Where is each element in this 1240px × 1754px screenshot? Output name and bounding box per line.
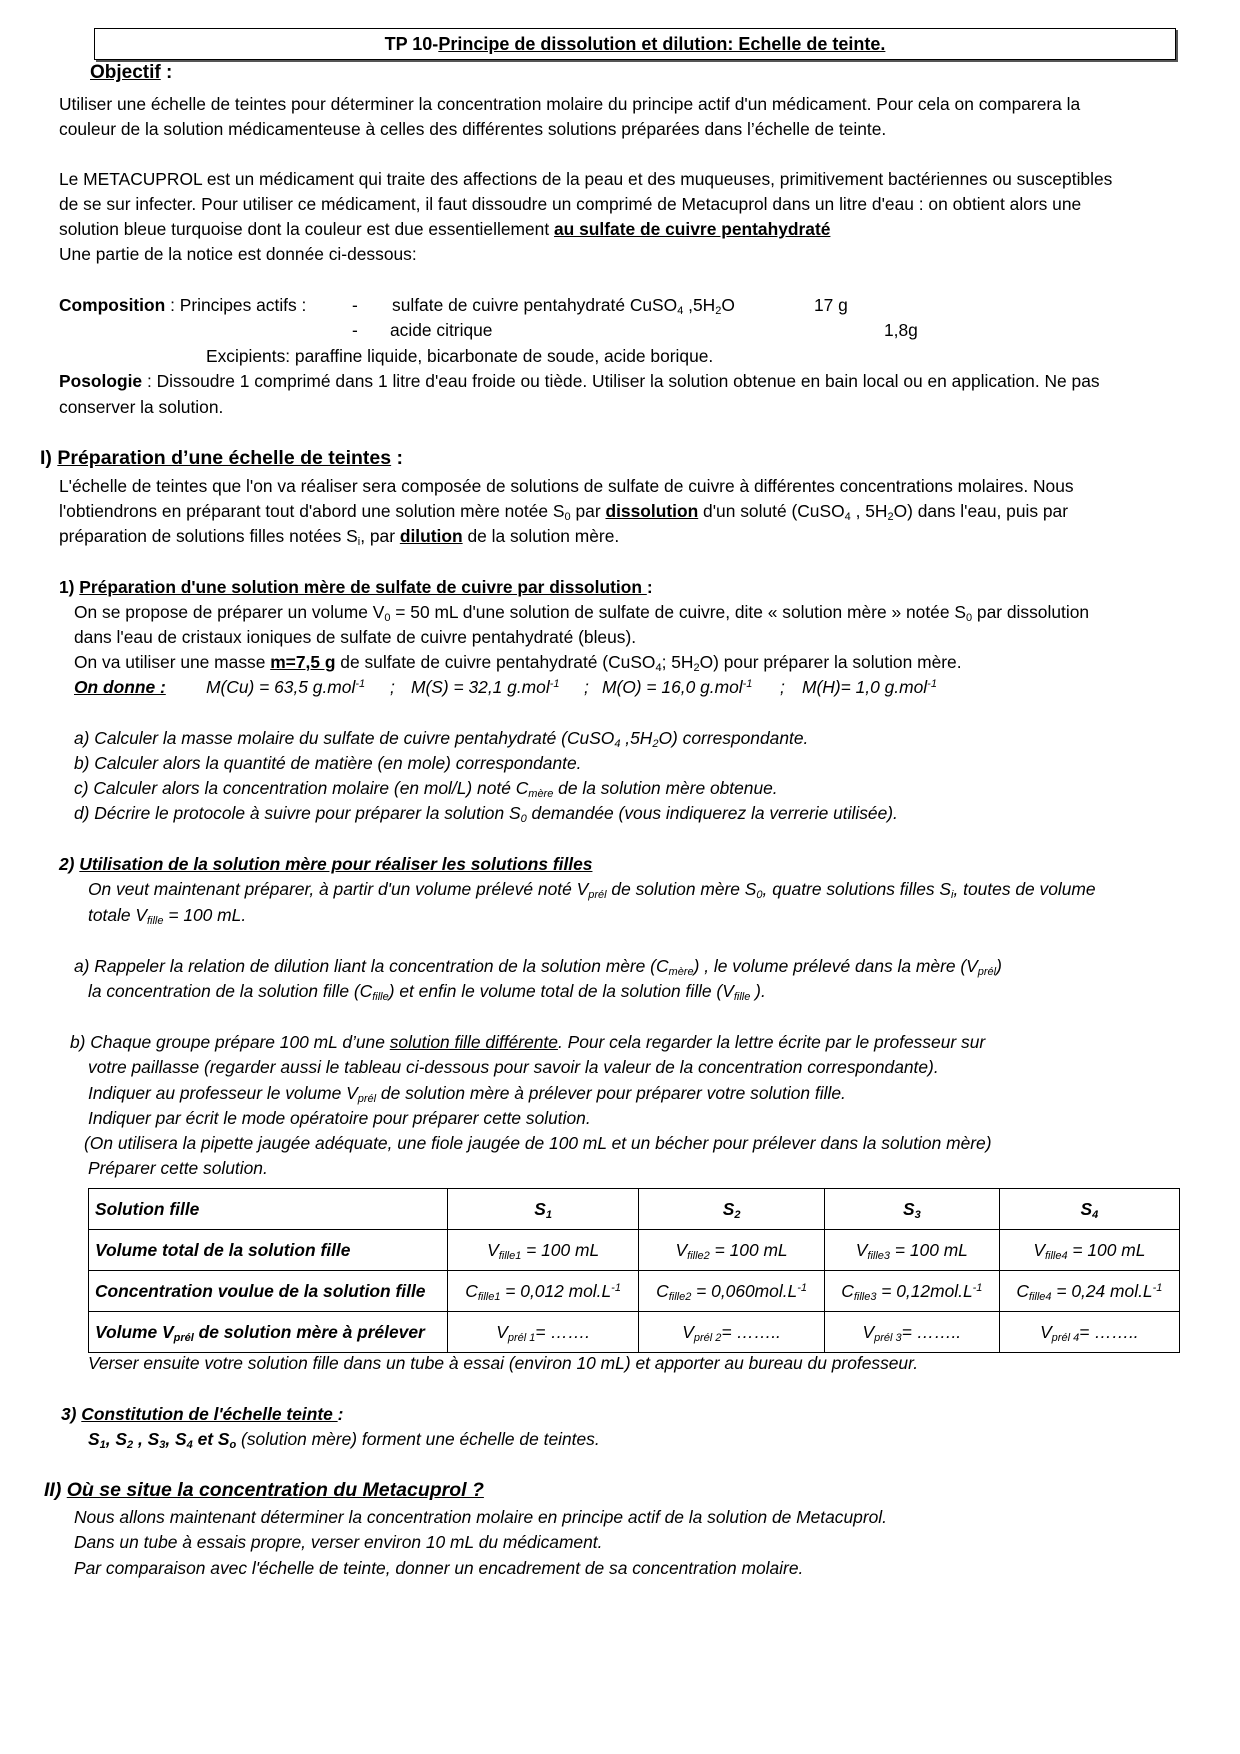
part-2-heading bbox=[59, 853, 592, 875]
item1-sub: 4 bbox=[677, 305, 684, 317]
section-1-line-1: L'échelle de teintes que l'on va réaliser sera composée de solutions de sulfate de cuivre à différentes concentrations molaires. Nous bbox=[59, 476, 1074, 496]
cell-sub: prél 4 bbox=[1051, 1331, 1080, 1344]
table-cell bbox=[448, 1271, 639, 1312]
q1d-a: d) Décrire le protocole à suivre pour préparer la solution S bbox=[74, 803, 521, 823]
scale-solutions bbox=[88, 1429, 236, 1449]
s1l3-sub: i bbox=[357, 536, 361, 548]
part-3-num: 3) bbox=[61, 1404, 82, 1424]
q2b3-b: de solution mère à prélever pour préparer votre solution fille. bbox=[376, 1083, 846, 1103]
section-2-heading bbox=[44, 1479, 484, 1501]
s1l2-c: d'un soluté (CuSO bbox=[698, 501, 845, 521]
q2a2-b: ) et enfin le volume total de la solution fille (V bbox=[388, 981, 734, 1001]
mass-m-s bbox=[411, 676, 559, 698]
cell-sub: fille3 bbox=[867, 1249, 891, 1262]
table-cell bbox=[999, 1312, 1179, 1353]
sep-3: ; bbox=[780, 677, 785, 697]
col-s3-n: 3 bbox=[914, 1208, 921, 1221]
objectif-heading bbox=[90, 62, 172, 84]
title-text: Principe de dissolution et dilution: Echelle de teinte. bbox=[438, 34, 886, 54]
cell-a: V bbox=[487, 1239, 499, 1260]
table-cell bbox=[639, 1271, 825, 1312]
section-1-colon: : bbox=[391, 447, 404, 469]
objectif-colon: : bbox=[160, 62, 173, 83]
table-cell bbox=[824, 1271, 999, 1312]
cell-sub: fille2 bbox=[687, 1249, 710, 1262]
q1d-b: demandée (vous indiquerez la verrerie utilisée). bbox=[526, 803, 898, 823]
table-cell bbox=[999, 1271, 1179, 1312]
col-s2-s: S bbox=[722, 1198, 735, 1219]
q2a2-sub: fille bbox=[372, 991, 389, 1003]
composition-rest: : Principes actifs : bbox=[165, 295, 307, 315]
cell-a: C bbox=[1016, 1280, 1029, 1301]
p2l1-c: , quatre solutions filles S bbox=[762, 879, 952, 899]
s1l3-c: de la solution mère. bbox=[462, 526, 620, 546]
q2a1-sub: mère bbox=[668, 966, 694, 978]
posologie-line-2: conserver la solution. bbox=[59, 397, 224, 417]
part-1-line-3 bbox=[74, 651, 962, 673]
p2l1-d: , toutes de volume bbox=[953, 879, 1096, 899]
p3-s: , S bbox=[105, 1429, 127, 1449]
table-cell bbox=[448, 1312, 639, 1353]
p2l1-sub3: i bbox=[951, 889, 954, 901]
cell-sub: fille3 bbox=[853, 1290, 877, 1303]
question-2a-line-2 bbox=[88, 980, 766, 1002]
section-1-heading bbox=[40, 447, 403, 469]
composition-dash-1: - bbox=[352, 295, 358, 315]
posologie-line-1 bbox=[59, 370, 1100, 392]
cell-a: C bbox=[656, 1280, 669, 1301]
intro-line-2: de se sur infecter. Pour utiliser ce médicament, il faut dissoudre un comprimé de Metacuprol dans un litre d'eau : on obtient alors une bbox=[59, 194, 1082, 214]
part-1-line-1 bbox=[74, 601, 1089, 623]
section-1-line-2 bbox=[59, 500, 1068, 522]
cell-b: = 0,012 mol.L bbox=[500, 1280, 612, 1301]
question-2b-line-4: Indiquer par écrit le mode opératoire pour préparer cette solution. bbox=[88, 1108, 591, 1128]
table-cell bbox=[824, 1230, 999, 1271]
item1-name: sulfate de cuivre pentahydraté CuSO bbox=[392, 295, 678, 315]
part-2-line-2 bbox=[88, 904, 246, 926]
on-donne-line bbox=[74, 676, 166, 698]
cell-sup: -1 bbox=[797, 1281, 807, 1294]
section-1-title: Préparation d’une échelle de teintes bbox=[57, 447, 392, 469]
intro-line-4: Une partie de la notice est donnée ci-dessous: bbox=[59, 244, 417, 264]
part-2-line-1 bbox=[88, 878, 1096, 900]
cell-sup: -1 bbox=[1152, 1281, 1163, 1294]
question-1a bbox=[74, 727, 808, 749]
cell-b: = 0,24 mol.L bbox=[1051, 1280, 1153, 1301]
composition-mass-2: 1,8g bbox=[884, 320, 918, 340]
row-volume-label: Volume total de la solution fille bbox=[89, 1230, 448, 1271]
m-o-exp: -1 bbox=[742, 678, 753, 690]
s1l2-b: par bbox=[570, 501, 606, 521]
section-2-num: II) bbox=[44, 1479, 67, 1501]
cell-b: = 0,12mol.L bbox=[876, 1280, 973, 1301]
question-1d bbox=[74, 802, 898, 824]
p2l2-b: = 100 mL. bbox=[163, 905, 247, 925]
cell-a: C bbox=[465, 1280, 478, 1301]
mass-value: m=7,5 g bbox=[270, 652, 336, 672]
section-2-line-3: Par comparaison avec l'échelle de teinte, donner un encadrement de sa concentration molaire. bbox=[74, 1558, 804, 1578]
p3-s: , S bbox=[165, 1429, 187, 1449]
s1l2-sub: 0 bbox=[564, 511, 571, 523]
dilution-term: dilution bbox=[399, 526, 463, 546]
table-cell bbox=[824, 1312, 999, 1353]
q2a2-sub2: fille bbox=[733, 991, 751, 1003]
r3-a: Volume V bbox=[95, 1321, 174, 1342]
cell-b: = …….. bbox=[1079, 1321, 1139, 1342]
objectif-line-1: Utiliser une échelle de teintes pour déterminer la concentration molaire du principe actif d'un médicament. Pour cela on comparera la bbox=[59, 94, 1081, 114]
p2l2-a: totale V bbox=[88, 905, 147, 925]
p3-n: 3 bbox=[159, 1439, 166, 1451]
table-cell bbox=[999, 1230, 1179, 1271]
table-row bbox=[89, 1230, 1180, 1271]
cell-a: V bbox=[682, 1321, 694, 1342]
sep-1: ; bbox=[390, 677, 395, 697]
intro-line-1: Le METACUPROL est un médicament qui traite des affections de la peau et des muqueuses, primitivement bactériennes ou susceptibles bbox=[59, 169, 1113, 189]
p3-n: o bbox=[229, 1439, 237, 1451]
item1-sub2: 2 bbox=[715, 305, 722, 317]
p1l3-d: O) pour préparer la solution mère. bbox=[699, 652, 962, 672]
p1l3-c: ; 5H bbox=[661, 652, 694, 672]
cell-sub: fille4 bbox=[1028, 1290, 1052, 1303]
p3-s: et S bbox=[192, 1429, 230, 1449]
cell-a: C bbox=[841, 1280, 854, 1301]
q2a1-c: ) bbox=[996, 956, 1002, 976]
part-2-num: 2) bbox=[59, 854, 80, 874]
table-cell bbox=[639, 1230, 825, 1271]
p1l3-b: de sulfate de cuivre pentahydraté (CuSO bbox=[335, 652, 656, 672]
title-box bbox=[94, 28, 1176, 60]
s1l3-b: , par bbox=[360, 526, 400, 546]
m-s-exp: -1 bbox=[549, 678, 560, 690]
part-1-title: Préparation d'une solution mère de sulfate de cuivre par dissolution bbox=[79, 577, 647, 597]
q1c-a: c) Calculer alors la concentration molaire (en mol/L) noté C bbox=[74, 778, 529, 798]
cell-sub: fille1 bbox=[477, 1290, 501, 1303]
part-1-line-2: dans l'eau de cristaux ioniques de sulfate de cuivre pentahydraté (bleus). bbox=[74, 627, 637, 647]
question-2b-line-1 bbox=[70, 1031, 985, 1053]
p1l1-c: par dissolution bbox=[972, 602, 1090, 622]
p2l1-a: On veut maintenant préparer, à partir d'un volume prélevé noté V bbox=[88, 879, 589, 899]
table-col-s4 bbox=[999, 1189, 1179, 1230]
item1-end: O bbox=[721, 295, 735, 315]
objectif-line-2: couleur de la solution médicamenteuse à celles des différentes solutions préparées dans l’échelle de teinte. bbox=[59, 119, 887, 139]
mass-m-h bbox=[802, 676, 937, 698]
cell-b: = 0,060mol.L bbox=[691, 1280, 798, 1301]
table-col-s3 bbox=[824, 1189, 999, 1230]
question-1c bbox=[74, 777, 778, 799]
p3-n: 4 bbox=[186, 1439, 193, 1451]
s1l2-e: O) dans l'eau, puis par bbox=[893, 501, 1069, 521]
question-2b-line-2: votre paillasse (regarder aussi le tableau ci-dessous pour savoir la valeur de la concentration correspondante). bbox=[88, 1057, 939, 1077]
sep-2: ; bbox=[584, 677, 589, 697]
col-s1-n: 1 bbox=[545, 1208, 552, 1221]
cell-sup: -1 bbox=[611, 1281, 621, 1294]
p1l1-a: On se propose de préparer un volume V bbox=[74, 602, 385, 622]
m-s-text: M(S) = 32,1 g.mol bbox=[411, 677, 550, 697]
dissolution-term: dissolution bbox=[605, 501, 699, 521]
s1l2-sub3: 2 bbox=[887, 511, 894, 523]
part-3-title: Constitution de l'échelle teinte bbox=[81, 1404, 338, 1424]
objectif-label: Objectif bbox=[90, 62, 161, 83]
question-1b: b) Calculer alors la quantité de matière (en mole) correspondante. bbox=[74, 753, 582, 773]
q2b1-a: b) Chaque groupe prépare 100 mL d’une bbox=[70, 1032, 390, 1052]
cell-a: V bbox=[496, 1321, 508, 1342]
cell-a: V bbox=[855, 1239, 868, 1260]
question-2b-line-3 bbox=[88, 1082, 846, 1104]
part-1-num: 1) bbox=[59, 577, 80, 597]
part-3-colon: : bbox=[337, 1404, 344, 1424]
composition-item-2: acide citrique bbox=[390, 320, 493, 340]
cell-sub: prél 1 bbox=[507, 1331, 536, 1344]
m-h-exp: -1 bbox=[927, 678, 937, 690]
q2b3-sub: prél bbox=[357, 1093, 377, 1105]
m-h-text: M(H)= 1,0 g.mol bbox=[802, 677, 928, 697]
p1l3-a: On va utiliser une masse bbox=[74, 652, 271, 672]
cell-sub: prél 2 bbox=[693, 1331, 722, 1344]
col-s2-n: 2 bbox=[734, 1208, 741, 1221]
table-cell bbox=[448, 1230, 639, 1271]
q1c-sub: mère bbox=[528, 788, 554, 800]
section-2-line-1: Nous allons maintenant déterminer la concentration molaire en principe actif de la solution de Metacuprol. bbox=[74, 1507, 887, 1527]
intro-line-3-text: solution bleue turquoise dont la couleur est due essentiellement bbox=[59, 219, 554, 239]
question-2b-line-6: Préparer cette solution. bbox=[88, 1158, 268, 1178]
q1a-a: a) Calculer la masse molaire du sulfate de cuivre pentahydraté (CuSO bbox=[74, 728, 615, 748]
item1-mid: ,5H bbox=[683, 295, 716, 315]
question-2b-line-5: (On utilisera la pipette jaugée adéquate, une fiole jaugée de 100 mL et un bécher pour prélever dans la solution mère) bbox=[84, 1133, 992, 1153]
composition-label: Composition bbox=[59, 295, 166, 315]
q2a1-a: a) Rappeler la relation de dilution liant la concentration de la solution mère (C bbox=[74, 956, 669, 976]
m-o-text: M(O) = 16,0 g.mol bbox=[602, 677, 743, 697]
posologie-text: : Dissoudre 1 comprimé dans 1 litre d'eau froide ou tiède. Utiliser la solution obtenue en bain local ou en application. Ne pas bbox=[142, 371, 1100, 391]
p3-n: 2 bbox=[127, 1439, 134, 1451]
q1d-sub: 0 bbox=[520, 813, 527, 825]
table-row bbox=[89, 1312, 1180, 1353]
q1a-b: ,5H bbox=[620, 728, 653, 748]
p3-n: 1 bbox=[99, 1439, 106, 1451]
cell-b: = 100 mL bbox=[1067, 1239, 1146, 1260]
q1c-b: de la solution mère obtenue. bbox=[553, 778, 778, 798]
q2b1-underlined: solution fille différente bbox=[389, 1032, 558, 1052]
q2b1-b: . Pour cela regarder la lettre écrite par le professeur sur bbox=[557, 1032, 986, 1052]
p2l1-sub2: 0 bbox=[756, 889, 763, 901]
s1l2-d: , 5H bbox=[850, 501, 888, 521]
cell-b: = 100 mL bbox=[521, 1239, 600, 1260]
q2a1-sub2: prél bbox=[977, 966, 997, 978]
s1l2-sub2: 4 bbox=[844, 511, 851, 523]
p1l1-sub: 0 bbox=[384, 612, 391, 624]
q2a1-b: ) , le volume prélevé dans la mère (V bbox=[693, 956, 978, 976]
q2a2-a: la concentration de la solution fille (C bbox=[88, 981, 373, 1001]
section-2-title: Où se situe la concentration du Metacuprol ? bbox=[66, 1479, 484, 1501]
r3-sub: prél bbox=[173, 1331, 194, 1344]
p1l1-b: = 50 mL d'une solution de sulfate de cuivre, dite « solution mère » notée S bbox=[390, 602, 966, 622]
cell-sub: prél 3 bbox=[874, 1331, 902, 1344]
cell-a: V bbox=[1040, 1321, 1052, 1342]
part-3-heading bbox=[61, 1403, 343, 1425]
p1l3-sub: 4 bbox=[655, 662, 662, 674]
r3-b: de solution mère à prélever bbox=[193, 1321, 425, 1342]
section-1-num: I) bbox=[40, 447, 58, 469]
q1a-c: O) correspondante. bbox=[658, 728, 809, 748]
q1a-sub: 4 bbox=[614, 738, 621, 750]
section-2-line-2: Dans un tube à essais propre, verser environ 10 mL du médicament. bbox=[74, 1532, 603, 1552]
p1l3-sub2: 2 bbox=[693, 662, 700, 674]
p3-rest: (solution mère) forment une échelle de teintes. bbox=[236, 1429, 600, 1449]
q1a-sub2: 2 bbox=[652, 738, 659, 750]
p2l1-sub: prél bbox=[588, 889, 607, 901]
section-1-line-3 bbox=[59, 525, 619, 547]
cell-b: = 100 mL bbox=[709, 1239, 788, 1260]
part-2-title: Utilisation de la solution mère pour réaliser les solutions filles bbox=[79, 854, 593, 874]
composition-dash-2: - bbox=[352, 320, 358, 340]
question-2a-line-1 bbox=[74, 955, 1002, 977]
cell-sub: fille1 bbox=[498, 1249, 522, 1262]
s1l2-a: l'obtiendrons en préparant tout d'abord une solution mère notée S bbox=[59, 501, 565, 521]
posologie-label: Posologie bbox=[59, 371, 143, 391]
table-col-s1 bbox=[448, 1189, 639, 1230]
cell-a: V bbox=[862, 1321, 875, 1342]
col-s4-s: S bbox=[1080, 1198, 1093, 1219]
p3-s: , S bbox=[133, 1429, 160, 1449]
table-cell bbox=[639, 1312, 825, 1353]
cell-b: = …….. bbox=[901, 1321, 962, 1342]
table-row bbox=[89, 1271, 1180, 1312]
on-donne-label: On donne : bbox=[74, 677, 166, 697]
p2l1-b: de solution mère S bbox=[606, 879, 757, 899]
cell-b: = …….. bbox=[721, 1321, 781, 1342]
part-3-line-1 bbox=[88, 1428, 600, 1450]
row-volume-prel-label bbox=[89, 1312, 448, 1353]
after-table-line: Verser ensuite votre solution fille dans un tube à essai (environ 10 mL) et apporter au bureau du professeur. bbox=[88, 1353, 919, 1373]
cell-b: = ……. bbox=[535, 1321, 590, 1342]
p3-s: S bbox=[88, 1429, 100, 1449]
cell-sub: fille4 bbox=[1044, 1249, 1068, 1262]
cell-b: = 100 mL bbox=[890, 1239, 968, 1260]
p2l2-sub: fille bbox=[146, 915, 164, 927]
m-cu-text: M(Cu) = 63,5 g.mol bbox=[206, 677, 356, 697]
row-concentration-label: Concentration voulue de la solution fille bbox=[89, 1271, 448, 1312]
p1l1-sub2: 0 bbox=[965, 612, 973, 624]
table-header-solution: Solution fille bbox=[89, 1189, 448, 1230]
col-s1-s: S bbox=[534, 1198, 546, 1219]
q2a2-c: ). bbox=[750, 981, 766, 1001]
composition-line bbox=[59, 294, 306, 316]
cell-a: V bbox=[675, 1239, 688, 1260]
composition-item-1 bbox=[392, 294, 735, 316]
m-cu-exp: -1 bbox=[355, 678, 366, 690]
cell-sub: fille2 bbox=[668, 1290, 692, 1303]
q2b3-a: Indiquer au professeur le volume V bbox=[88, 1083, 358, 1103]
table-col-s2 bbox=[639, 1189, 825, 1230]
table-row bbox=[89, 1189, 1180, 1230]
col-s4-n: 4 bbox=[1092, 1208, 1099, 1221]
title-prefix: TP 10- bbox=[384, 34, 439, 54]
mass-m-cu bbox=[206, 676, 365, 698]
s1l3-a: préparation de solutions filles notées S bbox=[59, 526, 358, 546]
cell-sup: -1 bbox=[972, 1281, 983, 1294]
mass-m-o bbox=[602, 676, 752, 698]
intro-line-3 bbox=[59, 218, 830, 240]
intro-highlight: au sulfate de cuivre pentahydraté bbox=[554, 219, 831, 239]
col-s3-s: S bbox=[902, 1198, 915, 1219]
composition-mass-1: 17 g bbox=[814, 295, 848, 315]
excipients-line: Excipients: paraffine liquide, bicarbonate de soude, acide borique. bbox=[206, 346, 714, 366]
dilution-table bbox=[88, 1188, 1180, 1353]
part-1-colon: : bbox=[646, 577, 653, 597]
cell-a: V bbox=[1033, 1239, 1045, 1260]
part-1-heading bbox=[59, 576, 653, 598]
